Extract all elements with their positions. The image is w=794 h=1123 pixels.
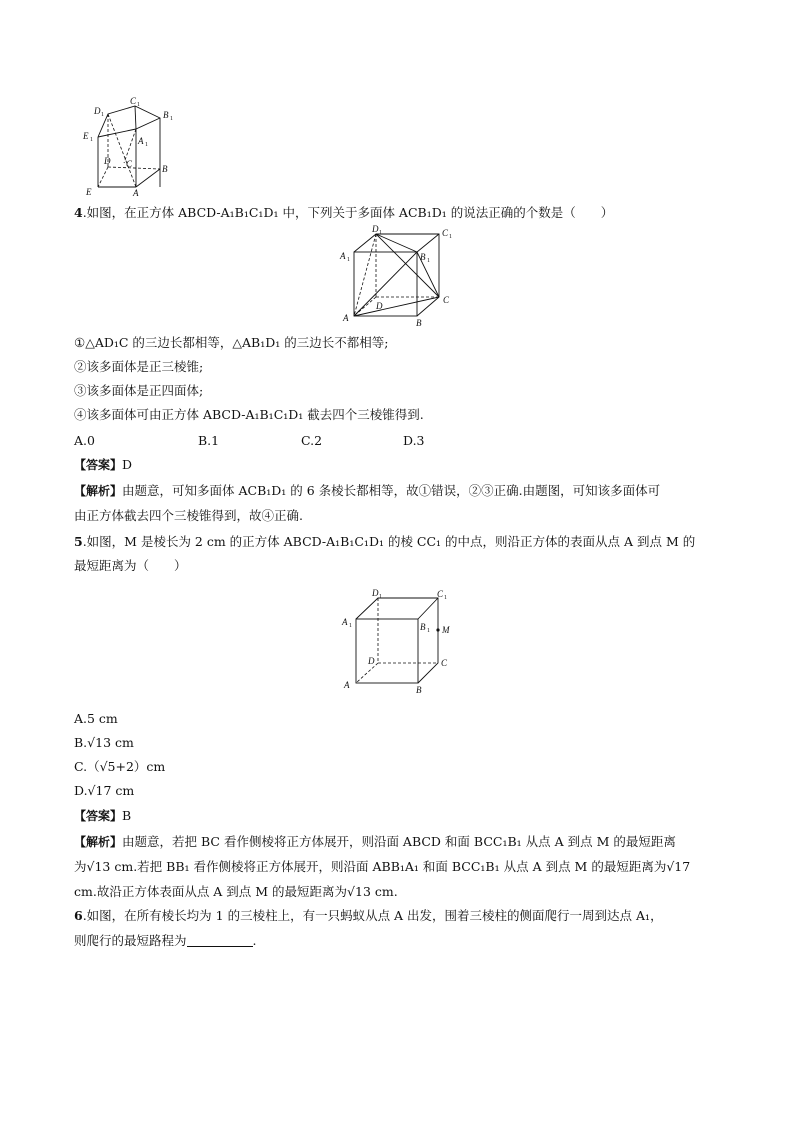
svg-text:A: A [343,313,349,323]
svg-text:C: C [437,589,444,599]
q4-item-1: ①△AD₁C 的三边长都相等，△AB₁D₁ 的三边长不都相等; [74,335,389,350]
q5-option-a: A.5 cm [74,711,118,726]
svg-text:B: B [416,318,422,328]
q4-analysis-line-1: 【解析】由题意，可知多面体 ACB₁D₁ 的 6 条棱长都相等，故①错误，②③正确.由题图，可知该多面体可 [74,483,661,498]
label-C1: C [130,96,137,106]
q5-option-b: B.√13 cm [74,735,134,750]
q4-analysis-line-2: 由正方体截去四个三棱锥得到，故④正确. [74,508,303,523]
q5-number: 5 [74,534,83,549]
svg-text:D: D [376,301,383,311]
svg-text:1: 1 [137,102,140,108]
q6-stem-line-2: 则爬行的最短路程为 . [74,933,257,948]
q5-analysis-line-2: 为√13 cm.若把 BB₁ 看作侧棱将正方体展开，则沿面 ABB₁A₁ 和面 BCC₁B₁ 从点 A 到点 M 的最短距离为√17 [74,859,691,874]
svg-text:1: 1 [349,623,352,629]
svg-text:A: A [340,251,346,261]
q5-option-d: D.√17 cm [74,783,135,798]
q5-analysis-line-1: 【解析】由题意，若把 BC 看作侧棱将正方体展开，则沿面 ABCD 和面 BCC₁B₁ 从点 A 到点 M 的最短距离 [74,834,676,849]
q5-stem-line-1: 5.如图，M 是棱长为 2 cm 的正方体 ABCD-A₁B₁C₁D₁ 的棱 CC₁ 的中点，则沿正方体的表面从点 A 到点 M 的 [74,534,696,549]
q4-option-a: A.0 [74,433,95,448]
label-B: B [162,164,168,174]
q4-answer-value: D [122,457,133,472]
svg-text:B: B [420,622,426,632]
figure-cube-tetrahedron [336,222,466,328]
svg-text:D: D [368,656,375,666]
q4-stem: 4.如图，在正方体 ABCD-A₁B₁C₁D₁ 中，下列关于多面体 ACB₁D₁ 的说法正确的个数是（ ） [74,205,614,220]
label-E1: E [83,131,89,141]
svg-text:1: 1 [347,257,350,263]
q5-answer-value: B [122,808,132,823]
svg-text:C: C [443,295,450,305]
q4-number: 4 [74,205,83,220]
svg-text:1: 1 [90,137,93,143]
svg-text:M: M [442,625,450,635]
q4-option-d: D.3 [403,433,425,448]
q4-item-4: ④该多面体可由正方体 ABCD-A₁B₁C₁D₁ 截去四个三棱锥得到. [74,407,424,422]
label-A: A [133,188,139,198]
svg-text:1: 1 [379,594,382,600]
q4-option-c: C.2 [301,433,323,448]
q4-answer: 【答案】D [74,457,133,472]
svg-text:1: 1 [170,116,173,122]
q5-option-c: C.（√5+2）cm [74,759,166,774]
svg-text:1: 1 [145,142,148,148]
svg-text:1: 1 [449,234,452,240]
svg-text:C: C [441,658,448,668]
svg-text:1: 1 [427,628,430,634]
q4-option-b: B.1 [198,433,220,448]
figure-prism-top [80,96,190,198]
svg-text:C: C [442,228,449,238]
svg-text:1: 1 [427,258,430,264]
q5-stem-line-2: 最短距离为（ ） [74,558,187,573]
svg-text:1: 1 [101,112,104,118]
svg-text:A: A [342,617,348,627]
svg-text:D: D [372,224,379,234]
q6-answer-blank[interactable] [187,934,253,947]
q5-analysis-line-3: cm.故沿正方体表面从点 A 到点 M 的最短距离为√13 cm. [74,884,398,899]
q4-item-3: ③该多面体是正四面体; [74,383,204,398]
label-E: E [86,187,92,197]
svg-text:B: B [416,685,422,695]
label-D1: D [94,106,101,116]
q5-answer: 【答案】B [74,808,132,823]
svg-text:1: 1 [379,230,382,236]
svg-text:B: B [420,252,426,262]
svg-text:1: 1 [444,595,447,601]
q4-item-2: ②该多面体是正三棱锥; [74,359,204,374]
label-A1: A [138,136,144,146]
label-C: C [126,159,133,169]
q6-number: 6 [74,908,83,923]
label-B1: B [163,110,169,120]
q6-stem-line-1: 6.如图，在所有棱长均为 1 的三棱柱上，有一只蚂蚁从点 A 出发，围着三棱柱的侧面爬行一周到达点 A₁， [74,908,663,923]
svg-text:A: A [344,680,350,690]
label-D: D [104,156,111,166]
svg-text:D: D [372,588,379,598]
q4-options [74,433,425,449]
figure-cube-m [338,585,468,695]
